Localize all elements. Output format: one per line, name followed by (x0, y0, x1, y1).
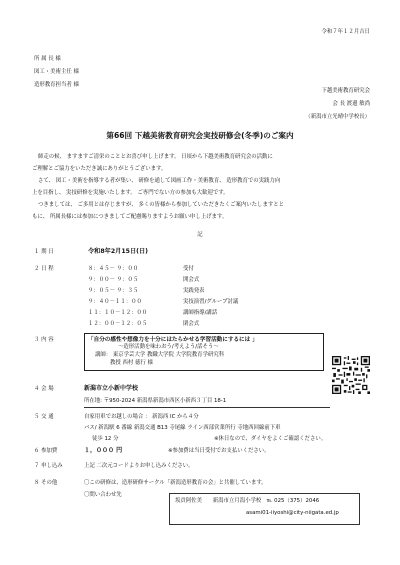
sender-school: （新潟市立光晴中学校長） (305, 114, 370, 120)
schedule-time-1: ８：４５－ ９：００ (88, 266, 139, 272)
recipient-1: 所 属 長 様 (34, 56, 61, 62)
body-line-6: もに、 所属長様には参加につきましてご配慮賜りますようお願い申し上げます。 (32, 214, 228, 220)
body-line-1: 師走の候、 ますますご清栄のこととお喜び申し上げます。 日頃から下越美術教育研究会の活動に (38, 154, 273, 160)
item-transport-label: ５ 交 通 (34, 414, 54, 420)
schedule-what-6: 閉会式 (183, 321, 200, 327)
body-line-5: つきましては、 ご多用とは存じますが、 多くの皆様から参加していただきたくご案内いたしますとと (38, 202, 285, 208)
item-fee-label: ６ 参加費 (34, 448, 58, 454)
contact-email[interactable]: asami01-iiyoshi@city-niigata.ed.jp (246, 510, 339, 516)
schedule-time-2: ９：００－ ９：０５ (88, 277, 139, 283)
item-date-value: 令和8年2月15日(日) (88, 248, 149, 255)
body-line-4: 上を目指し、 実技研修を実施いたします。 ご専門でない方の参加も大歓迎です。 (32, 190, 229, 196)
schedule-time-6: １２：００－１２：０５ (88, 321, 148, 327)
other-line-2: 〇問い合わせ先 (84, 492, 122, 498)
schedule-what-3: 実践発表 (183, 288, 205, 294)
schedule-what-2: 開会式 (183, 277, 200, 283)
item-content-label: ３ 内 容 (34, 337, 54, 343)
schedule-what-4: 実技演習/グループ討議 (183, 299, 239, 305)
apply-value: 上記 二次元コードよりお申し込みください。 (84, 463, 194, 469)
schedule-time-4: ９：４０－１１：００ (88, 299, 142, 305)
schedule-what-5: 講師指導/講話 (183, 310, 218, 316)
recipient-2: 図工・美術主任 様 (34, 69, 79, 75)
sender-org: 下越美術教育研究会 (321, 88, 370, 94)
fee-note: ※参加費は当日受付でお支払いください。 (168, 448, 270, 454)
transport-car: 自家用車でお越しの場合 ： 新潟西 IC から４分 (84, 414, 199, 420)
ki-heading: 記 (197, 232, 203, 238)
qr-code-icon[interactable] (332, 356, 370, 394)
contact-box (169, 493, 360, 525)
fee-value: １，０００ 円 (84, 447, 123, 454)
transport-note: ※休日なので、ダイヤをよくご確認ください。 (214, 436, 327, 442)
body-line-2: ご理解とご協力をいただき誠にありがとうございます。 (32, 166, 167, 172)
item-schedule-label: ２ 日 程 (34, 266, 54, 272)
notice-title: 第66回 下越美術教育研究会実技研修会(冬季)のご案内 (106, 131, 294, 140)
content-theme: 「自分の感性や想像力を十分にはたらかせる学習活動にするには 」 (88, 337, 258, 343)
schedule-time-3: ９：０５－ ９：３５ (88, 288, 139, 294)
item-venue-label: ４ 会 場 (34, 386, 54, 392)
venue-underline (84, 407, 330, 408)
body-line-3: さて、 図工・美術を指導する者が集い、 研修を通して図画工作・美術教育、 造形教育での実践力向 (38, 178, 281, 184)
item-other-label: ８ その他 (34, 480, 58, 486)
recipient-3: 造形教育担当者 様 (34, 82, 79, 88)
venue-address: 所在地: 〒950-2024 新潟県新潟市西区小新西３丁目 18-1 (84, 398, 227, 404)
other-line-1: 〇この研修は、造形研修サークル「新潟造形教育の会」と共催しています。 (84, 480, 267, 486)
transport-walk: 徒歩 12 分 (92, 436, 119, 442)
content-lecturer-name: 教授 西村 徳行 様 (110, 360, 153, 366)
contact-line-1: 坂貢阿佐美 新潟市立月潟小学校 ℡ 025（375）2046 (175, 498, 320, 504)
venue-name: 新潟市立小新中学校 (84, 385, 139, 392)
schedule-time-5: １１：１０－１２：００ (88, 310, 148, 316)
item-apply-label: ７ 申し込み (34, 463, 63, 469)
schedule-what-1: 受付 (183, 266, 194, 272)
content-lecturer: 講師： 東京学芸大学 教職大学院 大学院教育学研究科 (95, 352, 225, 358)
issue-date: 令和７年１２月吉日 (321, 29, 370, 35)
item-date-label: １ 期 日 (34, 249, 54, 255)
transport-bus: バス/ 新潟駅 6 番線 新潟交通 B13 寺尾線 ライン西部営業所行 寺地西回線前下車 (84, 425, 281, 431)
sender-head: 会 長 渡邊 敏尚 (332, 101, 370, 107)
content-subtheme: ～造形活動を味わおう/考えよう/話そう～ (118, 344, 219, 350)
